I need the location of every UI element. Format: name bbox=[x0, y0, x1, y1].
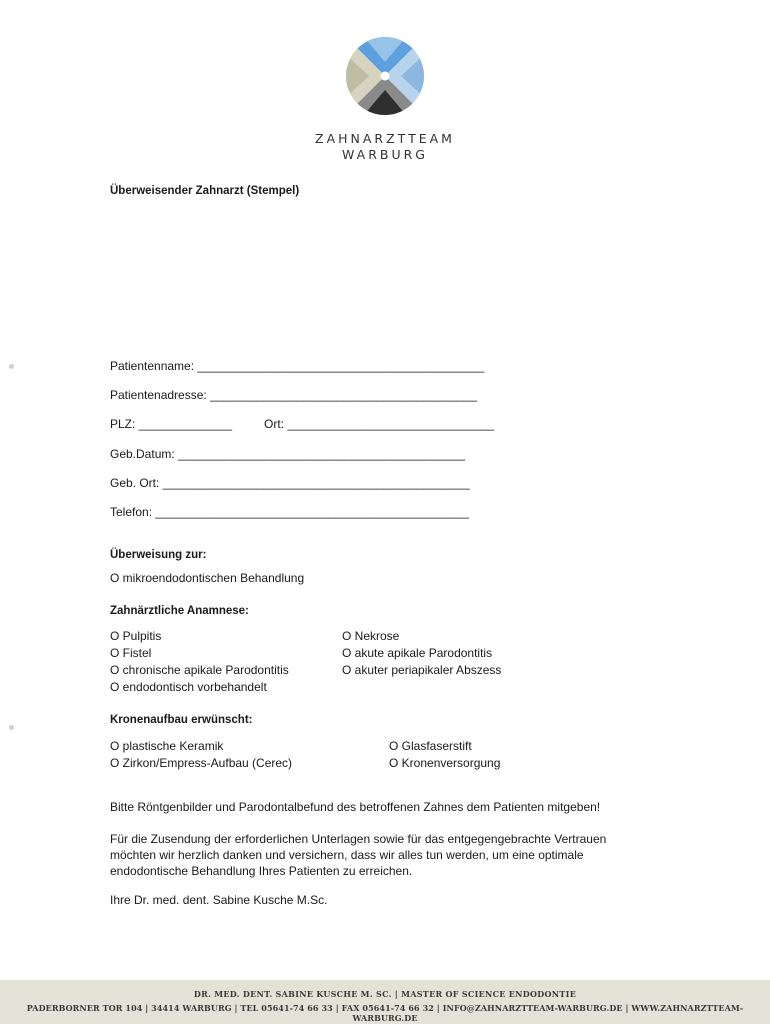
phone-field[interactable]: Telefon: _______________________________________________ bbox=[110, 505, 470, 519]
patient-name-field[interactable]: Patientenname: ___________________________________________ bbox=[110, 359, 485, 373]
anamnesis-option-acute-periodontitis[interactable]: O akute apikale Parodontitis bbox=[342, 646, 493, 660]
thanks-line-3: endodontische Behandlung Ihres Patienten zu erreichen. bbox=[110, 864, 413, 878]
anamnesis-option-chronic-periodontitis[interactable]: O chronische apikale Parodontitis bbox=[110, 663, 289, 677]
brand-city: WARBURG bbox=[341, 147, 428, 162]
anamnesis-option-fistel[interactable]: O Fistel bbox=[110, 646, 152, 660]
referral-option-microendodontic[interactable]: O mikroendodontischen Behandlung bbox=[110, 571, 305, 585]
crown-option-zirconia[interactable]: O Zirkon/Empress-Aufbau (Cerec) bbox=[110, 756, 293, 770]
referral-heading: Überweisung zur: bbox=[110, 549, 207, 561]
anamnesis-heading: Zahnärztliche Anamnese: bbox=[110, 605, 249, 617]
anamnesis-option-pulpitis[interactable]: O Pulpitis bbox=[110, 629, 162, 643]
crown-heading: Kronenaufbau erwünscht: bbox=[110, 714, 253, 726]
anamnesis-option-abscess[interactable]: O akuter periapikaler Abszess bbox=[342, 663, 502, 677]
referrer-stamp-label: Überweisender Zahnarzt (Stempel) bbox=[110, 185, 300, 197]
anamnesis-option-necrosis[interactable]: O Nekrose bbox=[342, 629, 400, 643]
margin-dot bbox=[9, 364, 14, 369]
city-field[interactable]: Ort: _______________________________ bbox=[264, 417, 495, 431]
thanks-line-2: möchten wir herzlich danken und versichern, dass wir alles tun werden, um eine optimale bbox=[110, 848, 584, 862]
crown-option-crown-restoration[interactable]: O Kronenversorgung bbox=[389, 756, 501, 770]
footer-line-2: PADERBORNER TOR 104 | 34414 WARBURG | TEL 05641-74 66 33 | FAX 05641-74 66 32 | INFO@ZAHNARZTTEAM-WARBURG.DE | WWW.ZAHNARZTTEAM-WARBURG.DE bbox=[26, 1003, 744, 1023]
footer bbox=[0, 980, 770, 1024]
birthplace-field[interactable]: Geb. Ort: ______________________________________________ bbox=[110, 476, 470, 490]
xray-notice: Bitte Röntgenbilder und Parodontalbefund des betroffenen Zahnes dem Patienten mitgeben! bbox=[110, 800, 601, 814]
crown-option-ceramic[interactable]: O plastische Keramik bbox=[110, 739, 224, 753]
crown-option-fiber-post[interactable]: O Glasfaserstift bbox=[389, 739, 472, 753]
anamnesis-option-pretreated[interactable]: O endodontisch vorbehandelt bbox=[110, 680, 267, 694]
postal-code-field[interactable]: PLZ: ______________ bbox=[110, 417, 233, 431]
brand-name: ZAHNARZTTEAM bbox=[315, 131, 455, 146]
birthdate-field[interactable]: Geb.Datum: ___________________________________________ bbox=[110, 447, 466, 461]
patient-address-field[interactable]: Patientenadresse: ________________________________________ bbox=[110, 388, 478, 402]
signature: Ihre Dr. med. dent. Sabine Kusche M.Sc. bbox=[110, 893, 328, 907]
diamond-x-logo-icon bbox=[345, 36, 425, 116]
margin-dot bbox=[9, 725, 14, 730]
footer-line-1: DR. MED. DENT. SABINE KUSCHE M. SC. | MASTER OF SCIENCE ENDODONTIE bbox=[193, 989, 577, 999]
thanks-line-1: Für die Zusendung der erforderlichen Unterlagen sowie für das entgegengebrachte Vertrauen bbox=[110, 832, 607, 846]
